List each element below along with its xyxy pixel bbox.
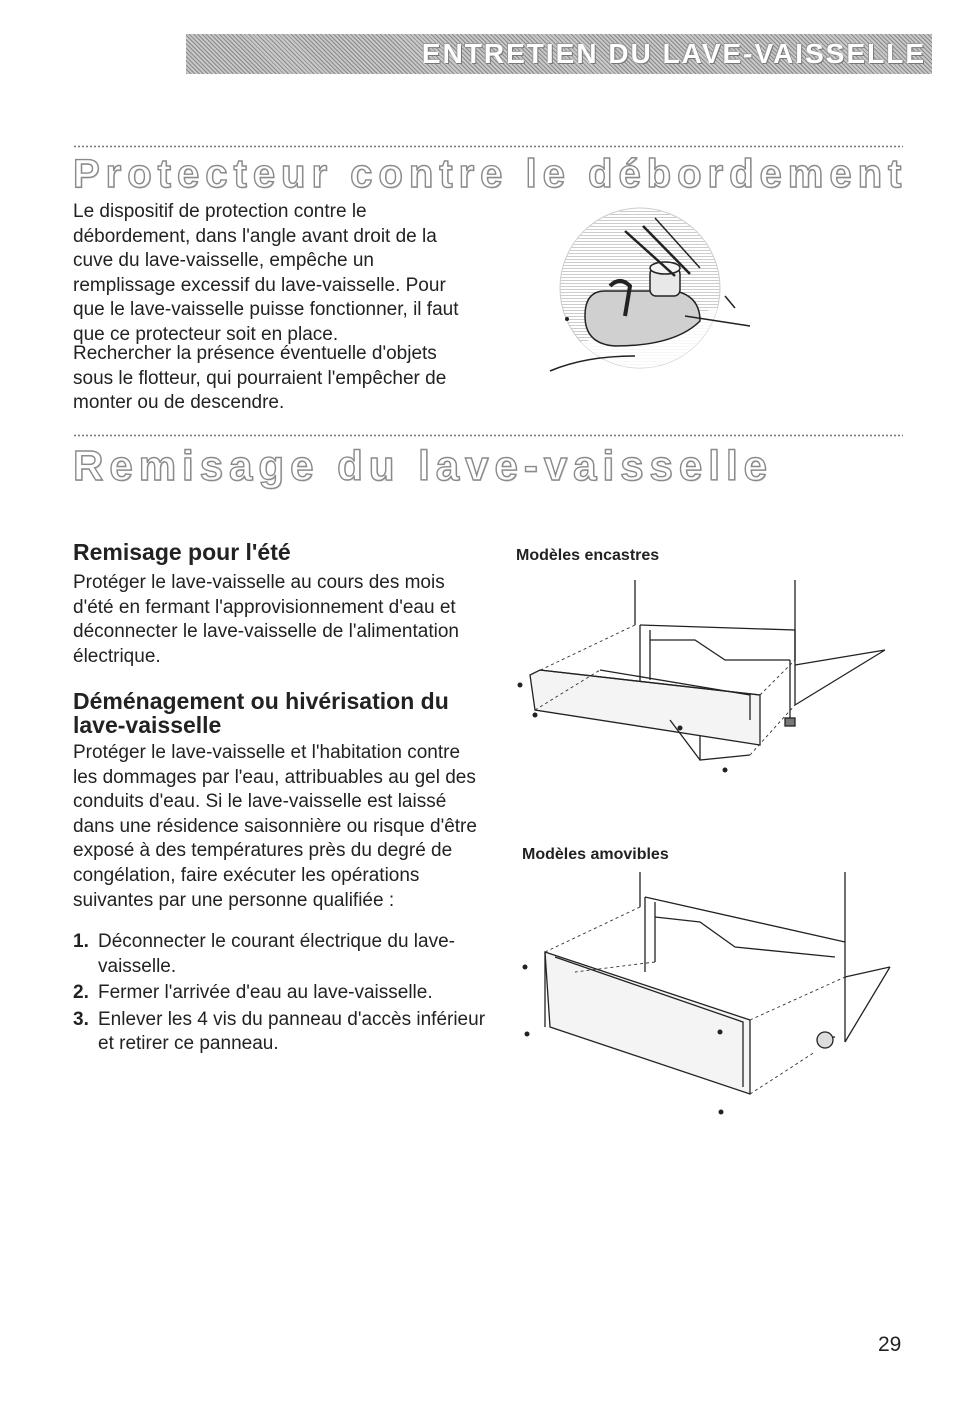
step-text: Fermer l'arrivée d'eau au lave-vaisselle. [98,982,433,1004]
section-divider [73,145,903,148]
overflow-paragraph-1: Le dispositif de protection contre le débordement, dans l'angle avant droit de la cuve du lave-vaisselle, empêche un remplissage excessif du lave-vaisselle. Pour que le lave-vaisselle puisse fonctionner, il faut que ce protecteur soit en place. [73,201,459,345]
summer-text: Protéger le lave-vaisselle au cours des mois d'été en fermant l'approvisionnement d'eau et déconnecter le lave-vaisselle de l'alimentation électrique. [73,572,459,667]
step-number: 1. [73,931,89,952]
header-band [186,34,932,74]
overflow-float-illustration [525,196,765,381]
summer-heading: Remisage pour l'été [73,539,291,565]
page-number: 29 [878,1333,902,1356]
moving-text: Protéger le lave-vaisselle et l'habitation contre les dommages par l'eau, attribuables au gel des conduits d'eau. Si le lave-vaisselle est laissé dans une résidence saisonnière ou risque d'être exposé à des températures près du degré de congélation, faire exécuter les opérations suivantes par une personne qualifiée : [73,742,477,911]
winterize-steps [73,930,493,1059]
storage-section-title: Remisage du lave-vaisselle [73,442,773,489]
built-in-panel-illustration [510,580,900,780]
step-text: Enlever les 4 vis du panneau d'accès inférieur et retirer ce panneau. [98,1008,486,1055]
step-text: Déconnecter le courant électrique du lave-vaisselle. [98,931,455,977]
section-divider [73,434,903,437]
overflow-paragraph-2: Rechercher la présence éventuelle d'objets sous le flotteur, qui pourraient l'empêcher de monter ou de descendre. [73,343,447,414]
portable-panel-illustration [515,872,895,1122]
header-title: ENTRETIEN DU LAVE-VAISSELLE [421,38,926,69]
step-number: 2. [73,982,89,1004]
step-number: 3. [73,1008,89,1030]
built-in-models-label: Modèles encastres [516,547,660,564]
moving-heading: Déménagement ou hivérisation du lave-vaisselle [73,688,449,738]
list-item [73,1008,493,1057]
portable-models-label: Modèles amovibles [522,846,669,863]
overflow-section-title: Protecteur contre le débordement [73,152,908,196]
list-item [73,930,493,979]
list-item [73,981,493,1006]
